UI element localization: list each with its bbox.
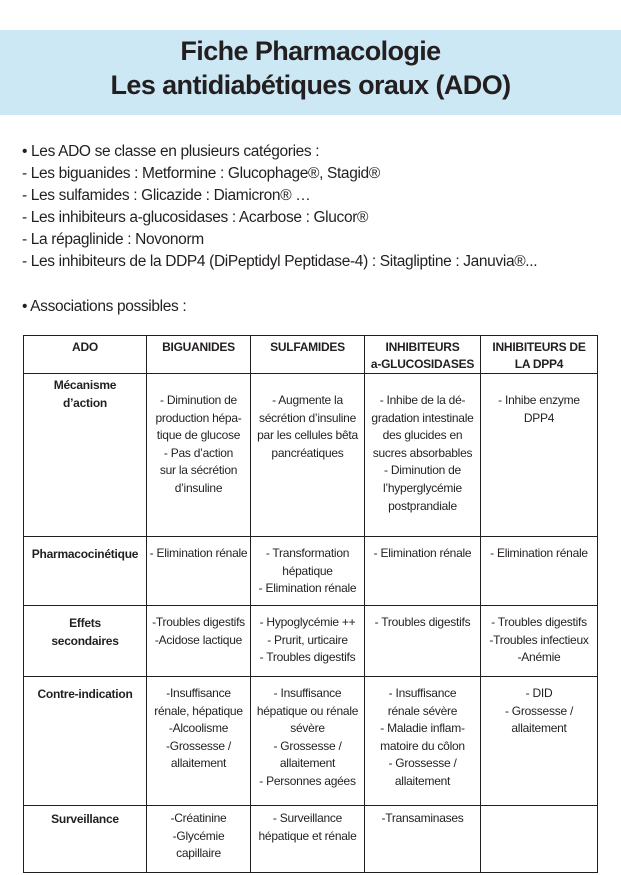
header-dpp4: INHIBITEURS DE LA DPP4: [481, 336, 598, 374]
row-label-mecanisme: Mécanisme d’action: [24, 374, 147, 537]
header-biguanides: BIGUANIDES: [147, 336, 251, 374]
intro-list: [22, 141, 612, 273]
cell-glucosidases-effets: - Troubles digestifs: [365, 606, 481, 677]
cell-sulfamides-effets: - Hypoglycémie ++ - Prurit, urticaire - Troubles digestifs: [251, 606, 365, 677]
cell-dpp4-contre-indication: - DID - Grossesse / allaitement: [481, 677, 598, 806]
header-alpha-glucosidases: INHIBITEURS a-GLUCOSIDASES: [365, 336, 481, 374]
intro-line: - Les inhibiteurs de la DDP4 (DiPeptidyl Peptidase-4) : Sitagliptine : Januvia®...: [22, 253, 538, 270]
intro-line: - Les sulfamides : Glicazide : Diamicron® …: [22, 187, 311, 204]
row-label-surveillance: Surveillance: [24, 806, 147, 873]
cell-glucosidases-pharmacocinetique: - Elimination rénale: [365, 537, 481, 606]
cell-dpp4-surveillance: [481, 806, 598, 873]
intro-line: - Les inhibiteurs a-glucosidases : Acarbose : Glucor®: [22, 209, 369, 226]
ado-table: [23, 335, 598, 873]
cell-sulfamides-pharmacocinetique: - Transformation hépatique - Elimination rénale: [251, 537, 365, 606]
page-title: Fiche Pharmacologie: [180, 36, 441, 66]
cell-biguanides-effets: -Troubles digestifs -Acidose lactique: [147, 606, 251, 677]
row-label-contre-indication: Contre-indication: [24, 677, 147, 806]
intro-line: • Les ADO se classe en plusieurs catégories :: [22, 143, 320, 160]
header-sulfamides: SULFAMIDES: [251, 336, 365, 374]
table-header-row: [24, 336, 598, 374]
cell-biguanides-contre-indication: -Insuffisance rénale, hépatique -Alcoolisme -Grossesse / allaitement: [147, 677, 251, 806]
cell-dpp4-effets: - Troubles digestifs -Troubles infectieux -Anémie: [481, 606, 598, 677]
cell-glucosidases-contre-indication: - Insuffisance rénale sévère - Maladie inflam- matoire du côlon - Grossesse / allaitement: [365, 677, 481, 806]
cell-biguanides-mecanisme: - Diminution de production hépa- tique de glucose - Pas d’action sur la sécrétion d’insuline: [147, 374, 251, 537]
table-row: [24, 806, 598, 873]
cell-dpp4-mecanisme: - Inhibe enzyme DPP4: [481, 374, 598, 537]
cell-glucosidases-surveillance: -Transaminases: [365, 806, 481, 873]
associations-label: • Associations possibles :: [22, 298, 187, 315]
table-row: [24, 374, 598, 537]
cell-biguanides-pharmacocinetique: - Elimination rénale: [147, 537, 251, 606]
cell-glucosidases-mecanisme: - Inhibe de la dé- gradation intestinale des glucides en sucres absorbables - Diminution de l’hyperglycémie postprandiale: [365, 374, 481, 537]
header-ado: ADO: [24, 336, 147, 374]
cell-biguanides-surveillance: -Créatinine -Glycémie capillaire: [147, 806, 251, 873]
cell-sulfamides-mecanisme: - Augmente la sécrétion d’insuline par les cellules bêta pancréatiques: [251, 374, 365, 537]
row-label-effets-secondaires: Effets secondaires: [24, 606, 147, 677]
cell-dpp4-pharmacocinetique: - Elimination rénale: [481, 537, 598, 606]
cell-sulfamides-surveillance: - Surveillance hépatique et rénale: [251, 806, 365, 873]
table-row: [24, 606, 598, 677]
intro-line: - Les biguanides : Metformine : Glucophage®, Stagid®: [22, 165, 380, 182]
table-row: [24, 677, 598, 806]
table-row: [24, 537, 598, 606]
intro-line: - La répaglinide : Novonorm: [22, 231, 204, 248]
row-label-pharmacocinetique: Pharmacocinétique: [24, 537, 147, 606]
page-subtitle: Les antidiabétiques oraux (ADO): [110, 70, 511, 100]
cell-sulfamides-contre-indication: - Insuffisance hépatique ou rénale sévère - Grossesse / allaitement - Personnes agées: [251, 677, 365, 806]
